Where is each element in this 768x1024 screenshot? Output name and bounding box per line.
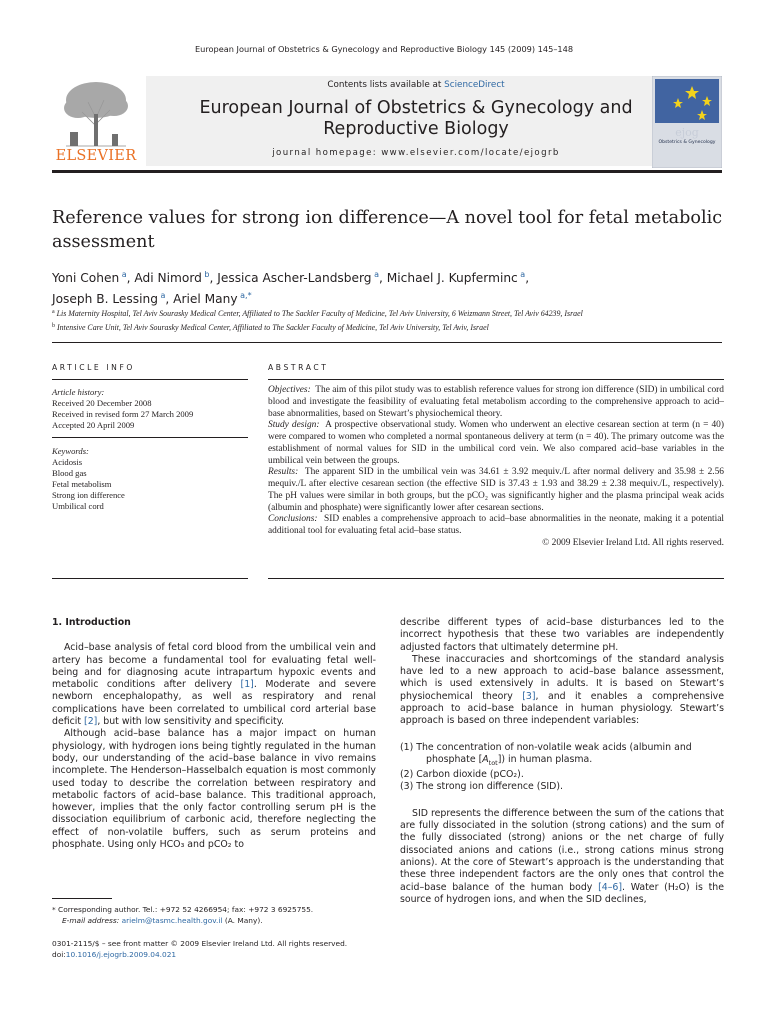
keyword-item: Blood gas xyxy=(52,468,87,478)
list-item: (2) Carbon dioxide (pCO₂). xyxy=(400,769,524,781)
stewart-variable-list xyxy=(400,742,724,794)
journal-homepage-link[interactable]: journal homepage: www.elsevier.com/locate/ejogrb xyxy=(272,148,560,158)
header-divider xyxy=(52,342,722,343)
abstract-heading: ABSTRACT xyxy=(268,363,329,372)
section-heading-introduction: 1. Introduction xyxy=(52,617,131,628)
author-name: Ariel Many xyxy=(173,292,238,306)
intro-paragraph-5: SID represents the difference between the sum of the cations that are fully dissociated in the solution (strong cations) and the sum of the fully dissociated (strong) anions or the net charge of fully dissociated anions and cations (i.e., strong cations minus strong anions). At the core of Stewart’s approach is the understanding that these three independent factors are the only ones that control the acid–base balance of the human body [4–6]. Water (H₂O) is the source of hydrogen ions, and when the SID declines, xyxy=(400,807,724,905)
journal-banner xyxy=(146,76,686,166)
article-history: Article history: Received 20 December 2008 Received in revised form 27 March 2009 Accepted 20 April 2009 xyxy=(52,387,194,430)
body-column-left xyxy=(52,617,376,851)
author-affiliation-mark[interactable]: a xyxy=(371,270,379,279)
issn-doi-block: 0301-2115/$ – see front matter © 2009 Elsevier Ireland Ltd. All rights reserved. doi:10.1016/j.ejogrb.2009.04.021 xyxy=(52,939,348,959)
author-list: Yoni Cohen $^a$, Adi Nimord $^b$, Jessica Ascher-Landsberg $^a$, Michael J. Kupferminc $^a$, Joseph B. Lessing $^a$, Ariel Many $^{a,*}$ xyxy=(52,270,530,306)
citation-link[interactable]: [4–6] xyxy=(598,881,623,893)
sciencedirect-link[interactable]: ScienceDirect xyxy=(444,80,505,90)
keyword-item: Umbilical cord xyxy=(52,501,104,511)
intro-paragraph-3: describe different types of acid–base disturbances led to the incorrect hypothesis that these two variables are independently adjusted factors that ultimately determine pH. xyxy=(400,617,724,653)
abstract-results: Results: The apparent SID in the umbilical vein was 34.61 ± 3.92 mequiv./L after normal delivery and 35.98 ± 2.56 mequiv./L after elective cesarean section (the effective SID is 37.43 ± 1.93 and 38.29 ± 2.38 mequiv./L, respectively). The pH values were similar in both groups, but the pCO₂ was significantly higher and the plasma principal weak acids (albumin and phosphate) were significantly lower after cesarean sections. xyxy=(268,467,724,513)
keyword-item: Acidosis xyxy=(52,457,83,467)
intro-paragraph-1: Acid–base analysis of fetal cord blood from the umbilical vein and artery has become a fundamental tool for evaluating fetal well-being and for diagnosing acute intrapartum hypoxic events and metabolic conditions after delivery [1]. Moderate and severe newborn encephalopathy, as well as respiratory and renal complications have been correlated to umbilical cord arterial base deficit [2], but with low sensitivity and specificity. xyxy=(52,642,376,728)
abstract-body xyxy=(268,385,724,550)
footnote-rule xyxy=(52,898,112,899)
keyword-item: Strong ion difference xyxy=(52,490,125,500)
doi-link[interactable]: 10.1016/j.ejogrb.2009.04.021 xyxy=(65,950,177,959)
list-item: (3) The strong ion difference (SID). xyxy=(400,781,564,793)
info-bottom-rule xyxy=(52,578,248,579)
cover-caption: Obstetrics & Gynecology xyxy=(658,140,716,145)
body-column-right xyxy=(400,617,724,906)
abstract-conclusions: Conclusions: SID enables a comprehensive approach to acid–base abnormalities in the neonate, making it a potential additional tool for evaluating fetal acid–base status. xyxy=(268,514,725,536)
masthead-rule xyxy=(52,170,722,173)
citation-link[interactable]: [2] xyxy=(84,716,98,728)
article-info-heading: ARTICLE INFO xyxy=(52,363,136,372)
author-affiliation-mark[interactable]: a xyxy=(517,270,526,279)
list-item: (1) The concentration of non-volatile weak acids (albumin and phosphate $[A_{tot}]$) in human plasma. xyxy=(400,741,692,767)
article-info-rule xyxy=(52,379,248,380)
author-affiliation-mark[interactable]: a,* xyxy=(237,291,252,300)
citation-link[interactable]: [1] xyxy=(240,679,254,691)
keyword-item: Fetal metabolism xyxy=(52,479,112,489)
author-affiliation-mark[interactable]: b xyxy=(201,270,210,279)
affiliation-b: $^b$ Intensive Care Unit, Tel Aviv Sourasky Medical Center, Affiliated to The Sackler Faculty of Medicine, Tel Aviv University, Tel Aviv, Israel xyxy=(52,323,489,332)
journal-cover-thumbnail xyxy=(652,76,722,168)
abstract-rule xyxy=(268,379,724,380)
keywords: Keywords: Acidosis Blood gas Fetal metabolism Strong ion difference Umbilical cord xyxy=(52,446,248,512)
author-name: Yoni Cohen xyxy=(52,271,120,285)
svg-text:ejog: ejog xyxy=(675,126,699,139)
intro-paragraph-2: Although acid–base balance has a major impact on human physiology, with hydrogen ions being tightly regulated in the human body, our understanding of the acid–base balance in vivo remains incomplete. The Henderson–Hasselbalch equation is most commonly used today to describe the correlation between respiratory and metabolic factors of acid–base balance. This traditional approach, however, implies that the only factor controlling serum pH is the dissociation equilibrium of carbonic acid, therefore neglecting the effect of non-volatile buffers, such as serum proteins and phosphate. Using only HCO₃ and pCO₂ to xyxy=(52,728,376,851)
elsevier-tree-logo xyxy=(52,76,140,166)
elsevier-wordmark: ELSEVIER xyxy=(55,148,137,164)
journal-masthead xyxy=(52,76,722,170)
corresponding-author-footnote: * Corresponding author. Tel.: +972 52 4266954; fax: +972 3 6925755. E-mail address: arielm@tasmc.health.gov.il (A. Many). xyxy=(52,905,314,925)
author-affiliation-mark[interactable]: a xyxy=(157,291,166,300)
author-affiliation-mark[interactable]: a xyxy=(119,270,127,279)
running-head: European Journal of Obstetrics & Gynecology and Reproductive Biology 145 (2009) 145–148 xyxy=(194,44,574,54)
history-rule xyxy=(52,437,248,438)
author-name: Michael J. Kupferminc xyxy=(386,271,518,285)
citation-link[interactable]: [3] xyxy=(522,690,536,702)
intro-paragraph-4: These inaccuracies and shortcomings of the standard analysis have led to a new approach to acid–base balance assessment, which is used extensively in adults. It is based on Stewart’s physiochemical theory [3], and it enables a comprehensive approach to acid–base balance in human physiology. Stewart’s approach is based on three independent variables: xyxy=(400,653,724,727)
author-name: Jessica Ascher-Landsberg xyxy=(217,271,372,285)
contents-line: Contents lists available at ScienceDirect xyxy=(327,80,505,90)
abstract-objectives: Objectives: The aim of this pilot study was to establish reference values for strong ion difference (SID) in umbilical cord blood and investigate the feasibility of evaluating fetal metabolism according to the comprehensive approach to acid–base abnormalities, based on Stewart’s physiochemical theory. xyxy=(268,385,724,419)
affiliation-a: $^a$ Lis Maternity Hospital, Tel Aviv Sourasky Medical Center, Affiliated to The Sackler Faculty of Medicine, Tel Aviv University, 6 Weizmann Street, Tel Aviv 64239, Israel xyxy=(52,309,583,318)
abstract-design: Study design: A prospective observational study. Women who underwent an elective cesarean section at term (n = 40) were compared to women who completed a normal spontaneous delivery at term (n = 40). The primary outcome was the establishment of normal values for SID in the umbilical cord vein. We also compared acid–base variables in the umbilical vein between the groups. xyxy=(268,420,724,466)
journal-name: European Journal of Obstetrics & Gynecology and Reproductive Biology xyxy=(199,98,633,139)
abstract-bottom-rule xyxy=(268,578,724,579)
abstract-copyright: © 2009 Elsevier Ireland Ltd. All rights reserved. xyxy=(542,537,724,548)
author-name: Adi Nimord xyxy=(134,271,202,285)
affiliations xyxy=(52,306,732,334)
author-name: Joseph B. Lessing xyxy=(52,292,158,306)
article-title: Reference values for strong ion difference—A novel tool for fetal metabolic assessment xyxy=(52,208,723,252)
email-link[interactable]: arielm@tasmc.health.gov.il xyxy=(121,916,223,925)
